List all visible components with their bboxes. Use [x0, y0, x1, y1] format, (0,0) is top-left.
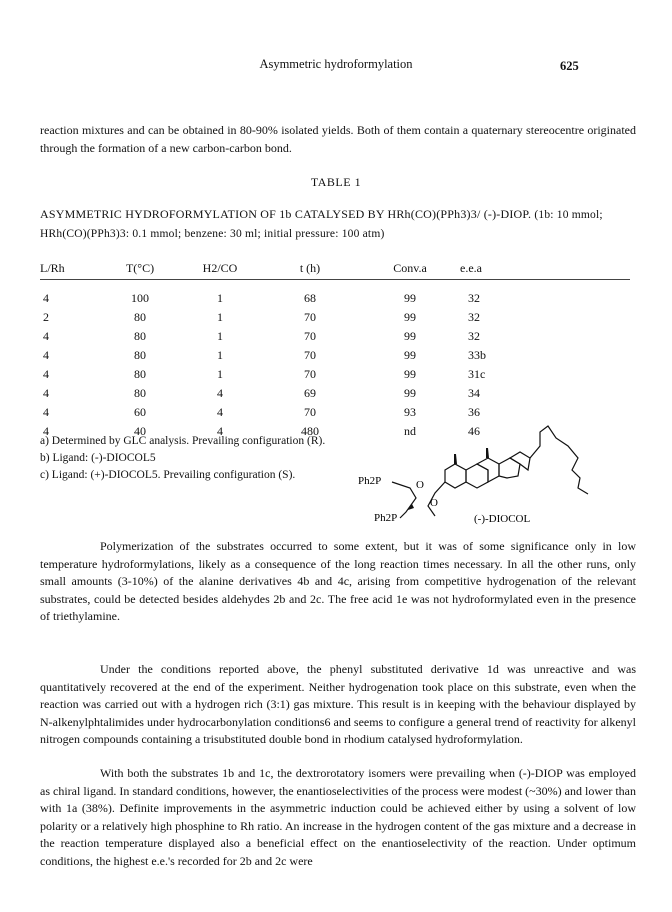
table-cell: 70 [304, 405, 316, 419]
table-cell: 99 [404, 386, 416, 400]
table-cell: 4 [217, 405, 223, 419]
note-c: c) Ligand: (+)-DIOCOL5. Prevailing configuration (S). [40, 469, 296, 481]
col-header: Conv.a [393, 261, 427, 275]
table-caption [40, 205, 640, 243]
table-cell: 80 [134, 329, 146, 343]
table-cell: 99 [404, 348, 416, 362]
table-cell: 99 [404, 291, 416, 305]
table-cell: 93 [404, 405, 416, 419]
caption-detail: (1b: 10 mmol; HRh(CO)(PPh3)3: 0.1 mmol; benzene: 30 ml; initial pressure: 100 atm) [40, 209, 603, 240]
table-cell: 46 [468, 424, 480, 438]
running-title: Asymmetric hydroformylation [259, 57, 413, 71]
structure-label: (-)-DIOCOL [474, 513, 531, 525]
ring-d [499, 458, 520, 478]
intro-paragraph: reaction mixtures and can be obtained in 80-90% isolated yields. Both of them contain a quaternary stereocentre originated through the formation of a new carbon-carbon bond. [40, 123, 636, 155]
table-cell: 4 [43, 329, 49, 343]
table-row [40, 348, 630, 367]
table-cell: 70 [304, 348, 316, 362]
data-table [40, 261, 630, 443]
table-cell: 80 [134, 348, 146, 362]
table-cell: 32 [468, 329, 480, 343]
methyl-wedge [486, 448, 489, 458]
table-cell: 1 [217, 310, 223, 324]
table-cell: 99 [404, 367, 416, 381]
table-cell: 33b [468, 348, 486, 362]
table-label: TABLE 1 [310, 175, 362, 189]
table-row [40, 310, 630, 329]
table-cell: 99 [404, 310, 416, 324]
col-header: t (h) [299, 261, 321, 275]
paragraph-polymerization: Polymerization of the substrates occurred to some extent, but it was of some significance only in low temperature hydroformylations, likely as a consequence of the long reaction times necessary. In all the other runs, only small amounts (3-10%) of the alanine derivatives 4b and 4c, arising from competitive hydrogenation of the relevant substrates, could be detected besides aldehydes 2b and 2c. The free acid 1e was not hydroformylated even in the presence of triethylamine. [40, 539, 636, 623]
ring-a [445, 464, 466, 488]
table-cell: 80 [134, 310, 146, 324]
col-header: T(°C) [125, 261, 155, 275]
table-cell: nd [404, 424, 416, 438]
table-cell: 32 [468, 310, 480, 324]
table-cell: 34 [468, 386, 480, 400]
table-cell: 480 [301, 424, 319, 438]
caption-main: ASYMMETRIC HYDROFORMYLATION OF 1b CATALYSED BY HRh(CO)(PPh3)3/ (-)-DIOP. [40, 207, 532, 221]
diocol-structure [350, 418, 640, 528]
table-cell: 4 [43, 386, 49, 400]
table-row [40, 291, 630, 310]
table-cell: 4 [43, 367, 49, 381]
table-cell: 99 [404, 329, 416, 343]
table-cell: 80 [134, 367, 146, 381]
table-row [40, 386, 630, 405]
table-cell: 4 [43, 424, 49, 438]
methyl-wedge [454, 454, 457, 464]
table-cell: 32 [468, 291, 480, 305]
table-cell: 70 [304, 310, 316, 324]
table-cell: 60 [134, 405, 146, 419]
paragraph-substrates: With both the substrates 1b and 1c, the dextrorotatory isomers were prevailing when (-)-DIOP was employed as chiral ligand. In standard conditions, however, the enantioselectivities of the process were modest (~30%) and lower than with 1a (38%). Definite improvements in the asymmetric induction could be achieved either by using a solvent of low polarity or a relatively high phosphine to Rh ratio. An increase in the hydrogen content of the gas mixture and a decrease in the reaction temperature displayed also a beneficial effect on the enantioselectivity of the reaction. Under optimum conditions, the highest e.e.'s recorded for 2b and 2c were [40, 766, 636, 868]
table-cell: 70 [304, 329, 316, 343]
table-cell: 100 [131, 291, 149, 305]
table-cell: 40 [134, 424, 146, 438]
col-header: e.e.a [460, 261, 482, 275]
note-a: a) Determined by GLC analysis. Prevailing configuration (R). [40, 435, 326, 447]
ph2p-bottom: Ph2P [374, 512, 398, 524]
col-header: L/Rh [40, 261, 65, 275]
table-row [40, 329, 630, 348]
table-cell: 36 [468, 405, 480, 419]
ph2p-top: Ph2P [358, 475, 382, 487]
table-row [40, 367, 630, 386]
table-cell: 4 [43, 291, 49, 305]
table-cell: 68 [304, 291, 316, 305]
table-cell: 1 [217, 291, 223, 305]
table-cell: 1 [217, 329, 223, 343]
table-cell: 4 [217, 424, 223, 438]
ring-c [477, 458, 499, 482]
table-cell: 4 [43, 348, 49, 362]
table-cell: 1 [217, 367, 223, 381]
table-cell: 4 [43, 405, 49, 419]
note-b: b) Ligand: (-)-DIOCOL5 [40, 452, 156, 464]
side-chain [530, 426, 588, 494]
table-cell: 70 [304, 367, 316, 381]
col-header: H2/CO [202, 261, 238, 275]
oxygen-2: O [430, 497, 438, 509]
paragraph-phenyl: Under the conditions reported above, the phenyl substituted derivative 1d was unreactive and was quantitatively recovered at the end of the experiment. Neither hydrogenation took place on this substrate, even when the reaction was carried out with a hydrogen rich (3:1) gas mixture. This result is in keeping with the behaviour displayed by N-alkenylphtalimides under hydrocarbonylation conditions6 and seems to configure a general trend of reactivity for alkenyl nitrogen compounds containing a trisubstituted double bond in rhodium catalysed hydroformylation. [40, 662, 636, 746]
table-cell: 80 [134, 386, 146, 400]
table-notes [40, 433, 325, 484]
oxygen-1: O [416, 479, 424, 491]
table-cell: 2 [43, 310, 49, 324]
table-cell: 69 [304, 386, 316, 400]
table-header-row [40, 261, 630, 280]
page-number: 625 [560, 59, 579, 73]
table-cell: 31c [468, 367, 486, 381]
table-cell: 1 [217, 348, 223, 362]
table-cell: 4 [217, 386, 223, 400]
